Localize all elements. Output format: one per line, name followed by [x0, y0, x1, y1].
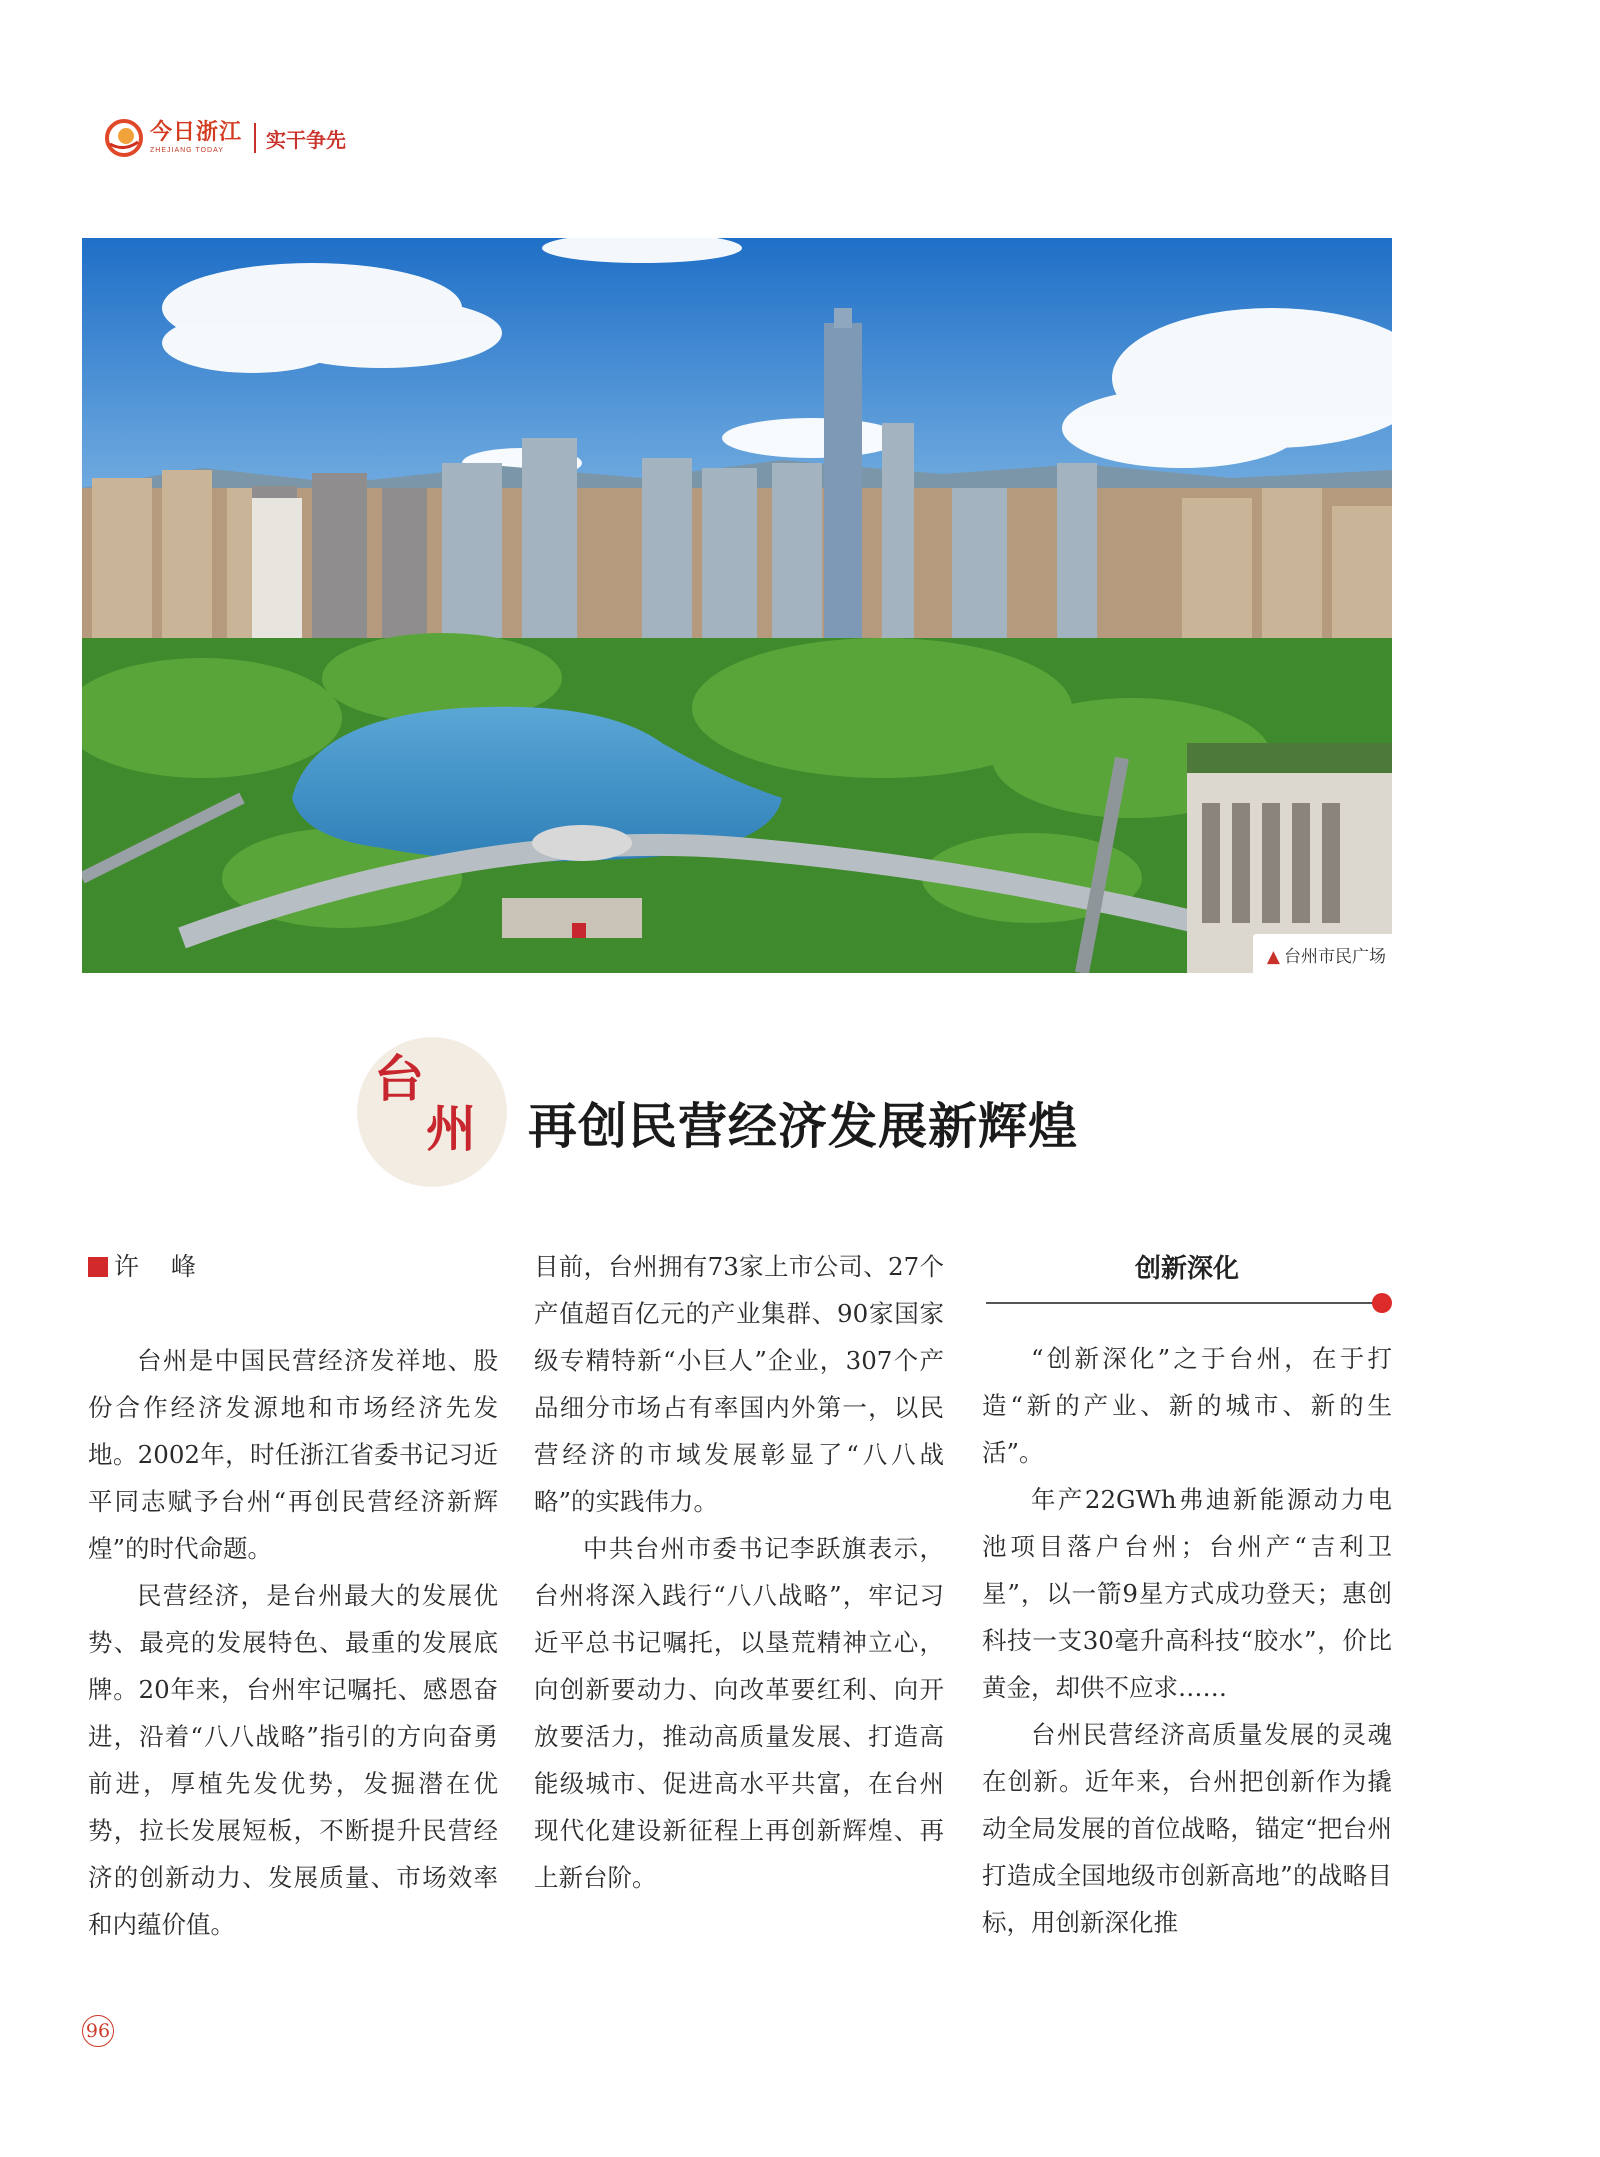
paragraph: “创新深化”之于台州，在于打造“新的产业、新的城市、新的生活”。	[982, 1344, 1392, 1467]
page-number: 96	[82, 2015, 114, 2047]
subsection-heading: 创新深化	[1134, 1254, 1239, 1284]
zhejiang-today-logo-icon	[104, 118, 144, 158]
paragraph: 台州是中国民营经济发祥地、股份合作经济发源地和市场经济先发地。2002年，时任浙江省委书记习近平同志赋予台州“再创民营经济新辉煌”的时代命题。	[88, 1346, 498, 1563]
red-square-icon	[88, 1257, 108, 1277]
triangle-up-icon: ▲	[1266, 947, 1280, 967]
city-plaza-photo	[82, 238, 1392, 973]
logo-english: ZHEJIANG TODAY	[150, 147, 224, 154]
logo-wordmark	[150, 122, 242, 154]
subsection-rule	[986, 1302, 1376, 1304]
red-dot-icon	[1372, 1293, 1392, 1313]
header-divider	[254, 123, 256, 153]
author-name: 许 峰	[114, 1252, 208, 1281]
section-name: 实干争先	[266, 127, 347, 152]
author-byline	[88, 1243, 498, 1290]
article-column-1	[88, 1243, 498, 1948]
title-place-char-1: 台	[374, 1050, 424, 1108]
paragraph: 年产22GWh弗迪新能源动力电池项目落户台州；台州产“吉利卫星”，以一箭9星方式成功登天；惠创科技一支30毫升高科技“胶水”，价比黄金，却供不应求……	[982, 1485, 1392, 1702]
paragraph: 台州民营经济高质量发展的灵魂在创新。近年来，台州把创新作为撬动全局发展的首位战略，锚定“把台州打造成全国地级市创新高地”的战略目标，用创新深化推	[982, 1720, 1392, 1937]
title-place-char-2: 州	[426, 1100, 476, 1158]
paragraph: 中共台州市委书记李跃旗表示，台州将深入践行“八八战略”，牢记习近平总书记嘱托，以垦荒精神立心，向创新要动力、向改革要红利、向开放要活力，推动高质量发展、打造高能级城市、促进高水平共富，在台州现代化建设新征程上再创新辉煌、再上新台阶。	[534, 1534, 944, 1892]
article-column-3	[982, 1335, 1392, 1946]
caption-text: 台州市民广场	[1284, 947, 1386, 967]
article-title: 再创民营经济发展新辉煌	[528, 1097, 1079, 1155]
paragraph: 目前，台州拥有73家上市公司、27个产值超百亿元的产业集群、90家国家级专精特新“小巨人”企业，307个产品细分市场占有率国内外第一，以民营经济的市域发展彰显了“八八战略”的实践伟力。	[534, 1252, 944, 1516]
logo-chinese: 今日浙江	[150, 120, 243, 145]
aerial-city-illustration	[82, 238, 1392, 973]
magazine-header	[104, 118, 346, 158]
photo-caption	[1253, 934, 1392, 973]
paragraph: 民营经济，是台州最大的发展优势、最亮的发展特色、最重的发展底牌。20年来，台州牢记嘱托、感恩奋进，沿着“八八战略”指引的方向奋勇前进，厚植先发优势，发掘潜在优势，拉长发展短板，不断提升民营经济的创新动力、发展质量、市场效率和内蕴价值。	[88, 1581, 498, 1939]
article-column-2	[534, 1243, 944, 1901]
